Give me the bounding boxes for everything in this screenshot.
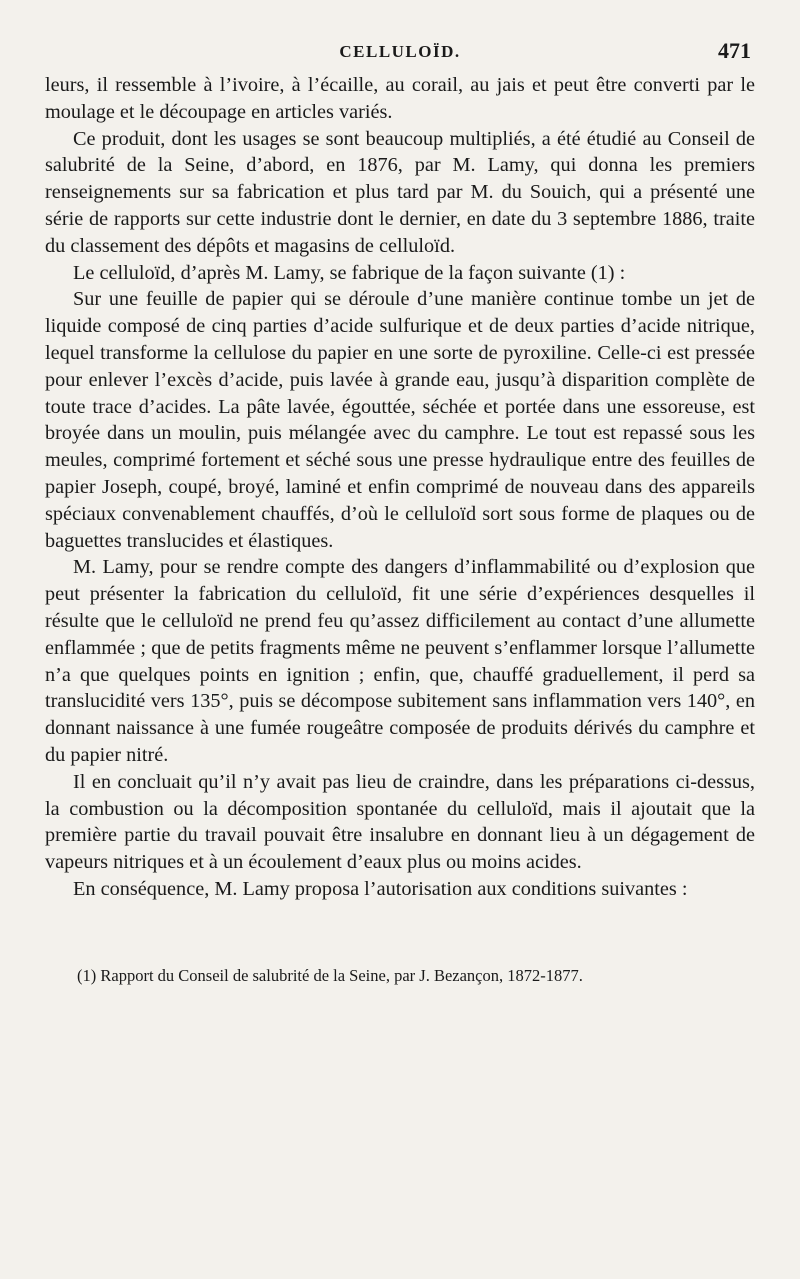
footnote: (1) Rapport du Conseil de salubrité de la Seine, par J. Bezançon, 1872-1877. [77,965,583,985]
paragraph: Le celluloïd, d’après M. Lamy, se fabrique de la façon suivante (1) : [73,261,626,284]
body-text [45,72,755,903]
running-title: CELLULOÏD. [339,42,461,61]
page-number: 471 [718,38,751,63]
paragraph: Sur une feuille de papier qui se déroule d’une manière continue tombe un jet de liquide composé de cinq parties d’acide sulfurique et de deux parties d’acide nitrique, lequel transforme la cellulose du papier en une sorte de pyroxiline. Celle-ci est pressée pour enlever l’excès d’acide, puis lavée à grande eau, jusqu’à disparition complète de toute trace d’acides. La pâte lavée, égouttée, séchée et portée dans une essoreuse, est broyée dans un moulin, puis mélangée avec du camphre. Le tout est repassé sous les meules, comprimé fortement et séché sous une presse hydraulique entre des feuilles de papier Joseph, coupé, broyé, laminé et enfin comprimé de nouveau dans des appareils spéciaux convenablement chauffés, d’où le celluloïd sort sous forme de plaques ou de baguettes translucides et élastiques. [45,288,755,552]
paragraph: En conséquence, M. Lamy proposa l’autorisation aux conditions suivantes : [73,877,688,900]
paragraph: M. Lamy, pour se rendre compte des dangers d’inflammabilité ou d’explosion que peut présenter la fabrication du celluloïd, fit une série d’expériences desquelles il résulte que le celluloïd ne prend feu qu’assez difficilement au contact d’une allumette enflammée ; que de petits fragments même ne peuvent s’enflammer lorsque l’allumette n’a que quelques points en ignition ; enfin, que, chauffé graduellement, il perd sa translucidité vers 135°, puis se décompose subitement sans inflammation vers 140°, en donnant naissance à une fumée rougeâtre composée de produits dérivés du camphre et du papier nitré. [45,556,755,766]
paragraph: Ce produit, dont les usages se sont beaucoup multipliés, a été étudié au Conseil de salubrité de la Seine, d’abord, en 1876, par M. Lamy, qui donna les premiers renseignements sur sa fabrication et plus tard par M. du Souich, qui a présenté une série de rapports sur cette industrie dont le dernier, en date du 3 septembre 1886, traite du classement des dépôts et magasins de celluloïd. [45,127,755,257]
book-page [45,36,755,1256]
paragraph: Il en concluait qu’il n’y avait pas lieu de craindre, dans les préparations ci-dessus, la combustion ou la décomposition spontanée du celluloïd, mais il ajoutait que la première partie du travail pouvait être insalubre en donnant lieu à un dégagement de vapeurs nitriques et à un écoulement d’eaux plus ou moins acides. [45,770,755,874]
paragraph: leurs, il ressemble à l’ivoire, à l’écaille, au corail, au jais et peut être converti par le moulage et le découpage en articles variés. [45,74,755,123]
page-header [45,36,755,72]
